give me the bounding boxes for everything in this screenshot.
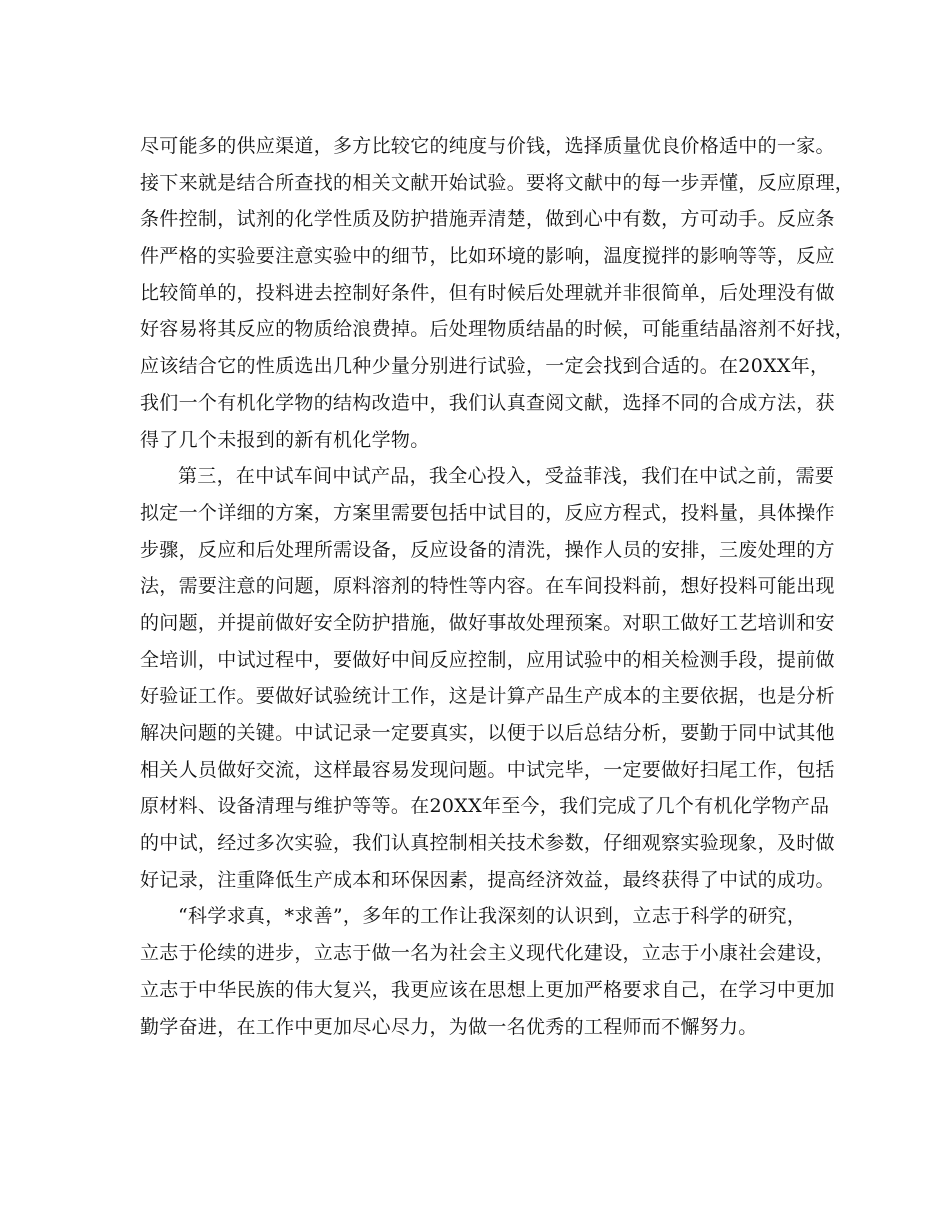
text-line: 全培训，中试过程中，要做好中间反应控制，应用试验中的相关检测手段，提前做 — [140, 648, 835, 671]
text-line: 解决问题的关键。中试记录一定要真实，以便于以后总结分析，要勤于同中试其他 — [140, 722, 835, 744]
text-line: 立志于中华民族的伟大复兴，我更应该在思想上更加严格要求自己，在学习中更加 — [140, 978, 835, 1001]
paragraph-start-line: 第三，在中试车间中试产品，我全心投入，受益菲浅，我们在中试之前，需要 — [178, 465, 835, 488]
text-line: 好记录，注重降低生产成本和环保因素，提高经济效益，最终获得了中试的成功。 — [140, 868, 835, 891]
text-line: 勤学奋进，在工作中更加尽心尽力，为做一名优秀的工程师而不懈努力。 — [140, 1015, 758, 1038]
text-line: 立志于伦续的进步，立志于做一名为社会主义现代化建设，立志于小康社会建设， — [140, 942, 835, 965]
text-line: 原材料、设备清理与维护等等。在20XX年至今，我们完成了几个有机化学物产品 — [140, 795, 830, 818]
text-line: 比较简单的，投料进去控制好条件，但有时候后处理就并非很简单，后处理没有做 — [140, 281, 835, 304]
text-line: 的问题，并提前做好安全防护措施，做好事故处理预案。对职工做好工艺培训和安 — [140, 611, 835, 634]
text-line: 的中试，经过多次实验，我们认真控制相关技术参数，仔细观察实验现象，及时做 — [140, 832, 835, 855]
text-line: 好容易将其反应的物质给浪费掉。后处理物质结晶的时候，可能重结晶溶剂不好找， — [140, 318, 855, 341]
text-line: 拟定一个详细的方案，方案里需要包括中试目的，反应方程式，投料量，具体操作 — [140, 501, 835, 524]
text-line: 好验证工作。要做好试验统计工作，这是计算产品生产成本的主要依据，也是分析 — [140, 685, 835, 708]
text-line: 条件控制，试剂的化学性质及防护措施弄清楚，做到心中有数，方可动手。反应条 — [140, 208, 835, 231]
text-line: 件严格的实验要注意实验中的细节，比如环境的影响，温度搅拌的影响等等，反应 — [140, 245, 835, 268]
body-text — [140, 128, 855, 1045]
text-line: 步骤，反应和后处理所需设备，反应设备的清洗，操作人员的安排，三废处理的方 — [140, 538, 835, 561]
text-line: 接下来就是结合所查找的相关文献开始试验。要将文献中的每一步弄懂，反应原理， — [140, 171, 855, 194]
text-line: 应该结合它的性质选出几种少量分别进行试验，一定会找到合适的。在20XX年， — [140, 355, 830, 378]
paragraph-start-line: “科学求真，*求善”，多年的工作让我深刻的认识到，立志于科学的研究， — [178, 905, 807, 928]
text-line: 得了几个未报到的新有机化学物。 — [140, 428, 430, 451]
text-line: 法，需要注意的问题，原料溶剂的特性等内容。在车间投料前，想好投料可能出现 — [140, 575, 835, 598]
text-line: 尽可能多的供应渠道，多方比较它的纯度与价钱，选择质量优良价格适中的一家。 — [140, 135, 835, 157]
text-line: 相关人员做好交流，这样最容易发现问题。中试完毕，一定要做好扫尾工作，包括 — [140, 758, 835, 781]
text-line: 我们一个有机化学物的结构改造中，我们认真查阅文献，选择不同的合成方法，获 — [140, 391, 835, 414]
